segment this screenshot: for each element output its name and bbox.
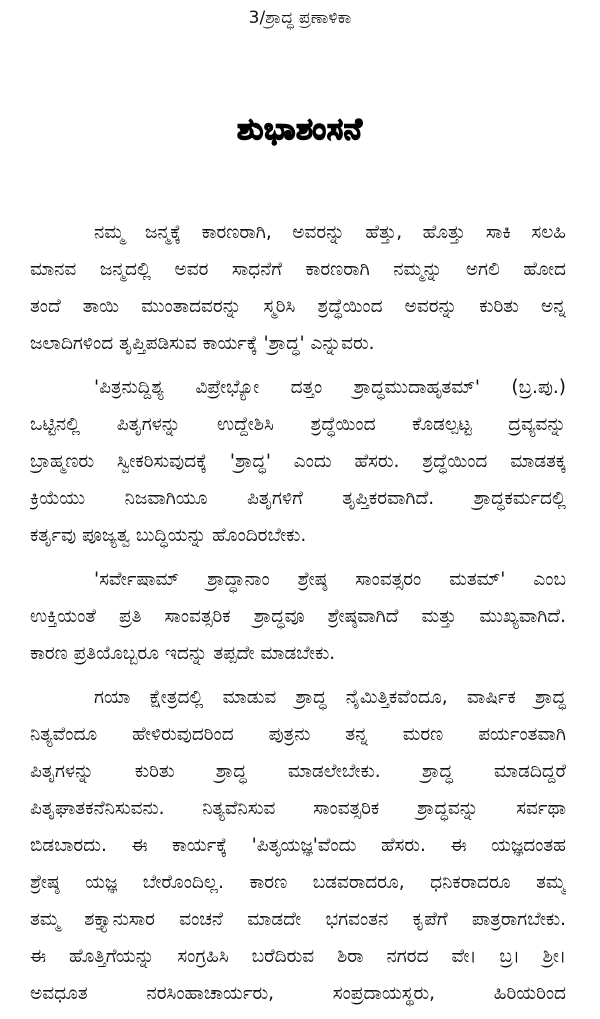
text-line: ಕರ್ತೃವು ಪೂಜ್ಯತ್ವ ಬುದ್ಧಿಯನ್ನು ಹೊಂದಿರಬೇಕು. bbox=[30, 525, 307, 546]
text-line: ಉಕ್ತಿಯಂತೆ ಪ್ರತಿ ಸಾಂವತ್ಸರಿಕ ಶ್ರಾದ್ಧವೂ ಶ್ರೇಷ್ಠವಾಗಿದೆ ಮತ್ತು ಮುಖ್ಯವಾಗಿದೆ. bbox=[30, 606, 566, 627]
text-line: ಪಿತೃಗಳನ್ನು ಕುರಿತು ಶ್ರಾದ್ಧ ಮಾಡಲೇಬೇಕು. ಶ್ರಾದ್ಧ ಮಾಡದಿದ್ದರೆ bbox=[30, 761, 566, 782]
text-line: ಜಲಾದಿಗಳಿಂದ ತೃಪ್ತಿಪಡಿಸುವ ಕಾರ್ಯಕ್ಕೆ 'ಶ್ರಾದ್ಧ' ಎನ್ನುವರು. bbox=[30, 333, 375, 354]
body-text bbox=[30, 214, 566, 1019]
section-title: ಶುಭಾಶಂಸನೆ bbox=[237, 112, 363, 147]
text-line: ಕ್ರಿಯೆಯು ನಿಜವಾಗಿಯೂ ಪಿತೃಗಳಿಗೆ ತೃಪ್ತಿಕರವಾಗಿದೆ. ಶ್ರಾದ್ಧಕರ್ಮದಲ್ಲಿ bbox=[30, 488, 566, 509]
running-header: 3/ಶ್ರಾದ್ಧ ಪ್ರಣಾಳಿಕಾ bbox=[248, 8, 352, 28]
text-line: ಶ್ರೇಷ್ಠ ಯಜ್ಞ ಬೇರೊಂದಿಲ್ಲ. ಕಾರಣ ಬಡವರಾದರೂ, ಧನಿಕರಾದರೂ ತಮ್ಮ bbox=[30, 872, 566, 893]
text-line: 'ಸರ್ವೇಷಾಮ್ ಶ್ರಾದ್ಧಾನಾಂ ಶ್ರೇಷ್ಠ ಸಾಂವತ್ಸರಂ ಮತಮ್' ಎಂಬ bbox=[94, 569, 566, 590]
text-line: ನಮ್ಮ ಜನ್ಮಕ್ಕೆ ಕಾರಣರಾಗಿ, ಅವರನ್ನು ಹೆತ್ತು, ಹೊತ್ತು ಸಾಕಿ ಸಲಹಿ bbox=[94, 222, 566, 243]
text-line: ತಂದೆ ತಾಯಿ ಮುಂತಾದವರನ್ನು ಸ್ಮರಿಸಿ ಶ್ರದ್ಧೆಯಿಂದ ಅವರನ್ನು ಕುರಿತು ಅನ್ನ bbox=[30, 296, 566, 317]
text-line: ಗಯಾ ಕ್ಷೇತ್ರದಲ್ಲಿ ಮಾಡುವ ಶ್ರಾದ್ಧ ನೈಮಿತ್ತಿಕವೆಂದೂ, ವಾರ್ಷಿಕ ಶ್ರಾದ್ಧ bbox=[94, 687, 566, 708]
text-line: ಈ ಹೊತ್ತಿಗೆಯನ್ನು ಸಂಗ್ರಹಿಸಿ ಬರೆದಿರುವ ಶಿರಾ ನಗರದ ವೇ। ಬ್ರ। ಶ್ರೀ। bbox=[30, 946, 566, 967]
text-line: ಅವಧೂತ ನರಸಿಂಹಾಚಾರ್ಯರು, ಸಂಪ್ರದಾಯಸ್ಥರು, ಹಿರಿಯರಿಂದ bbox=[30, 983, 566, 1004]
text-line: ಮಾನವ ಜನ್ಮದಲ್ಲಿ ಅವರ ಸಾಧನೆಗೆ ಕಾರಣರಾಗಿ ನಮ್ಮನ್ನು ಅಗಲಿ ಹೋದ bbox=[30, 259, 566, 280]
text-line: ಬ್ರಾಹ್ಮಣರು ಸ್ವೀಕರಿಸುವುದಕ್ಕೆ 'ಶ್ರಾದ್ಧ' ಎಂದು ಹೆಸರು. ಶ್ರದ್ಧೆಯಿಂದ ಮಾಡತಕ್ಕ bbox=[30, 451, 566, 472]
text-line: 'ಪಿತ್ರನುದ್ದಿಶ್ಯ ವಿಪ್ರೇಭ್ಯೋ ದತ್ತಂ ಶ್ರಾದ್ಧಮುದಾಹೃತಮ್' (ಬ್ರ.ಪು.) bbox=[94, 377, 566, 398]
paragraph-4 bbox=[30, 679, 566, 1012]
paragraph-3 bbox=[30, 561, 566, 672]
text-line: ಪಿತೃಘಾತಕನೆನಿಸುವನು. ನಿತ್ಯವೆನಿಸುವ ಸಾಂವತ್ಸರಿಕ ಶ್ರಾದ್ಧವನ್ನು ಸರ್ವಥಾ bbox=[30, 798, 566, 819]
text-line: ಬಿಡಬಾರದು. ಈ ಕಾರ್ಯಕ್ಕೆ 'ಪಿತೃಯಜ್ಞ'ವೆಂದು ಹೆಸರು. ಈ ಯಜ್ಞದಂತಹ bbox=[30, 835, 566, 856]
text-line: ಕಾರಣ ಪ್ರತಿಯೊಬ್ಬರೂ ಇದನ್ನು ತಪ್ಪದೇ ಮಾಡಬೇಕು. bbox=[30, 643, 336, 664]
text-line: ನಿತ್ಯವೆಂದೂ ಹೇಳಿರುವುದರಿಂದ ಪುತ್ರನು ತನ್ನ ಮರಣ ಪರ್ಯಂತವಾಗಿ bbox=[30, 724, 566, 745]
text-line: ಒಟ್ಟಿನಲ್ಲಿ ಪಿತೃಗಳನ್ನು ಉದ್ದೇಶಿಸಿ ಶ್ರದ್ಧೆಯಿಂದ ಕೊಡಲ್ಪಟ್ಟ ದ್ರವ್ಯವನ್ನು bbox=[30, 414, 566, 435]
paragraph-1 bbox=[30, 214, 566, 362]
paragraph-2 bbox=[30, 369, 566, 554]
text-line: ತಮ್ಮ ಶಕ್ತ್ಯಾನುಸಾರ ವಂಚನೆ ಮಾಡದೇ ಭಗವಂತನ ಕೃಪೆಗೆ ಪಾತ್ರರಾಗಬೇಕು. bbox=[30, 909, 566, 930]
